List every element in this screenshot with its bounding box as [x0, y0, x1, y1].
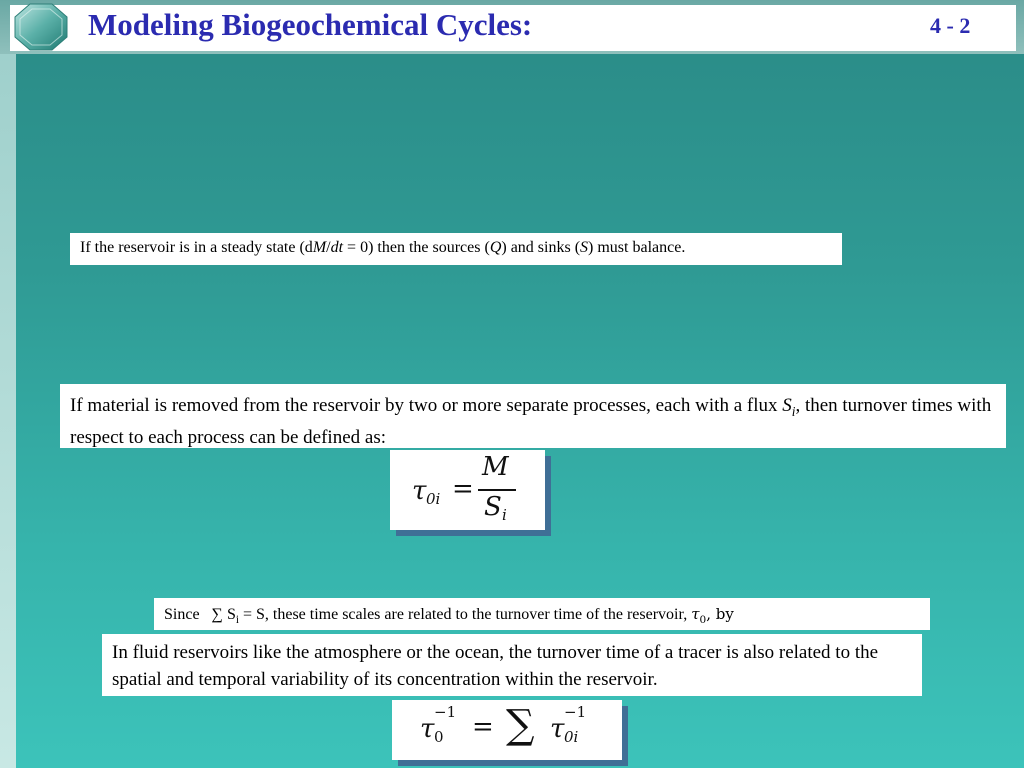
tau-symbol: τ — [420, 714, 435, 744]
tau-symbol: τ — [550, 714, 565, 744]
tau-symbol: τ — [691, 605, 700, 623]
slash-symbol: / — [326, 239, 331, 256]
text-fragment: If the reservoir is in a steady state (d — [80, 239, 313, 256]
tau-symbol: τ — [412, 476, 427, 506]
page-number: 4 - 2 — [930, 13, 971, 38]
tau-subscript: 0i — [426, 490, 441, 508]
text-fragment: Since — [164, 606, 200, 623]
octagon-logo-icon — [14, 3, 68, 51]
sum-symbol: ∑ S — [211, 606, 236, 623]
left-stripe — [0, 54, 16, 768]
tau-subscript: 0i — [564, 728, 579, 746]
equals-sign: = — [472, 712, 494, 742]
text-fragment: , by — [706, 605, 734, 623]
summation-symbol: ∑ — [506, 702, 535, 748]
fluid-reservoirs-text-box: In fluid reservoirs like the atmosphere or the ocean, the turnover time of a tracer is also related to the spatial and temporal variability of its concentration within the reservoir. — [102, 634, 922, 696]
text-fragment: ) must balance. — [588, 239, 686, 256]
text-fragment: = S, these time scales are related to the turnover time of the reservoir, — [238, 606, 692, 623]
math-var-dt: dt — [330, 239, 344, 256]
tau-subscript: 0 — [434, 728, 444, 746]
subscript-i: i — [235, 614, 239, 627]
reciprocal-sum-equation — [392, 700, 622, 760]
text-fragment: ) and sinks ( — [501, 239, 581, 256]
text-fragment: , then turnover times with respect to each process can be defined as: — [70, 395, 992, 448]
tau-superscript: −1 — [434, 703, 457, 721]
tau-subscript: 0 — [699, 614, 707, 626]
equals-sign: = — [452, 474, 474, 504]
tau-superscript: −1 — [564, 703, 587, 721]
math-var-M: M — [312, 239, 327, 256]
fraction-numerator: M — [482, 452, 509, 482]
math-var-S: S — [580, 239, 589, 256]
since-sum-text-box — [154, 598, 930, 630]
math-subscript-i: i — [791, 403, 796, 419]
turnover-time-equation — [390, 450, 545, 530]
denominator-subscript: i — [502, 506, 507, 524]
multiple-processes-text-box — [60, 384, 1006, 448]
fraction-denominator: S — [484, 492, 502, 522]
steady-state-text-box — [70, 233, 842, 265]
math-var-Q: Q — [489, 239, 502, 256]
text-fragment: = 0) then the sources ( — [343, 239, 490, 256]
math-var-S: S — [782, 395, 792, 416]
page-title: Modeling Biogeochemical Cycles: — [88, 7, 533, 42]
text-fragment: If material is removed from the reservoir by two or more separate processes, each with a flux — [70, 395, 783, 416]
fraction-bar — [478, 489, 516, 491]
